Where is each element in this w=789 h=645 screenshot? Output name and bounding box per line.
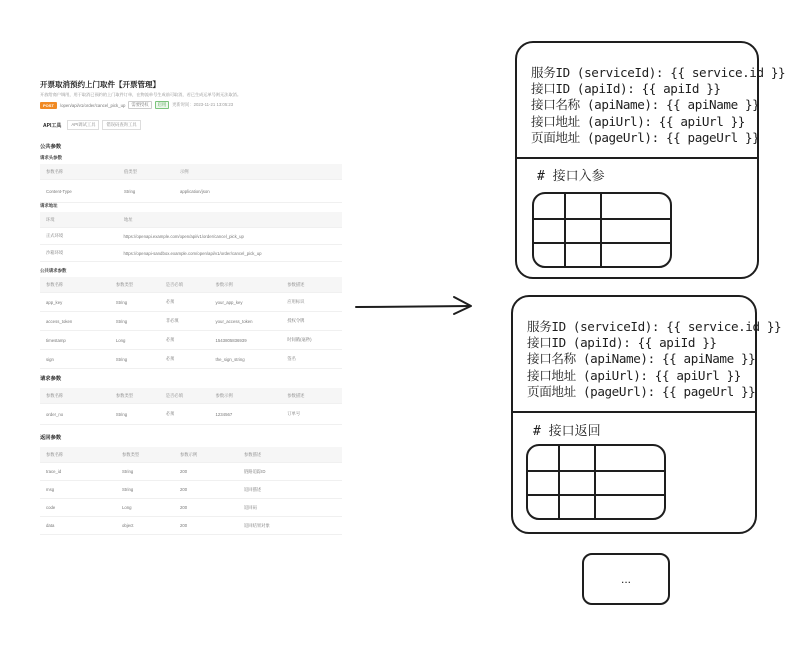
table-header-cell: 参数名称 xyxy=(46,392,64,398)
sketch-table xyxy=(531,191,675,271)
transform-arrow xyxy=(354,294,476,318)
table-header-cell: 参数名称 xyxy=(46,281,64,287)
api-name-line: 接口名称 (apiName): {{ apiName }} xyxy=(531,97,760,113)
table-cell: String xyxy=(122,469,134,474)
table-cell: code xyxy=(46,505,56,510)
table-cell: 必须 xyxy=(165,411,175,416)
table-header-cell: 是否必填 xyxy=(165,392,183,398)
table-cell: 200 xyxy=(180,523,188,528)
table-header-cell: 参数名称 xyxy=(46,168,64,174)
table-cell: 200 xyxy=(180,505,188,510)
api-url-line: 接口地址 (apiUrl): {{ apiUrl }} xyxy=(527,367,741,383)
api-name-line: 接口名称 (apiName): {{ apiName }} xyxy=(527,351,756,367)
table-cell: 订单号 xyxy=(287,411,301,416)
update-time: 更新时间：2023-11-21 13:05:23 xyxy=(172,102,234,107)
table-header-cell: 参数描述 xyxy=(287,281,305,287)
table-header-cell: 参数描述 xyxy=(244,451,262,457)
card-info xyxy=(527,319,781,400)
tab-error-code[interactable]: 错误码查询工具 xyxy=(102,120,140,130)
table-cell: 200 xyxy=(180,487,188,492)
method-badge: POST xyxy=(40,102,57,109)
request-params-table xyxy=(40,388,342,425)
ellipsis-label: ... xyxy=(620,572,631,586)
table-header-cell: 参数示例 xyxy=(215,392,233,398)
table-cell: order_no xyxy=(46,411,64,417)
table-header-cell: 参数示例 xyxy=(180,451,198,457)
table-cell: 必须 xyxy=(165,356,175,361)
table-cell: 签名 xyxy=(287,356,296,361)
common-params-table xyxy=(40,277,342,369)
table-header-cell: 参数描述 xyxy=(287,392,305,398)
table-cell: 必须 xyxy=(165,299,175,304)
table-cell: 授权令牌 xyxy=(287,318,305,323)
table-header-cell: 参数类型 xyxy=(122,451,140,457)
table-header-cell: 参数名称 xyxy=(46,451,64,457)
table-cell: 返回结果对象 xyxy=(244,522,270,528)
service-id-line: 服务ID (serviceId): {{ service.id }} xyxy=(531,65,786,80)
table-cell: 沙箱环境 xyxy=(46,250,64,255)
table-header-cell: 参数类型 xyxy=(115,392,134,398)
tab-api-tool[interactable]: API工具 xyxy=(43,122,62,129)
table-cell: app_key xyxy=(46,299,63,305)
table-cell: data xyxy=(46,523,55,528)
table-cell: trace_id xyxy=(46,469,62,474)
status-tag: 启用 xyxy=(155,101,170,109)
table-cell: String xyxy=(115,299,128,305)
table-header-cell: 参数类型 xyxy=(115,281,134,287)
table-cell: 返回码 xyxy=(244,504,257,510)
table-cell: String xyxy=(122,487,134,492)
table-cell: sign xyxy=(46,356,54,362)
table-cell: application/json xyxy=(180,188,210,194)
table-cell: 非必填 xyxy=(165,318,179,323)
table-cell: String xyxy=(115,318,128,324)
api-url-line: 接口地址 (apiUrl): {{ apiUrl }} xyxy=(531,113,745,129)
section-heading: # 接口返回 xyxy=(533,424,601,439)
table-cell: 应用标识 xyxy=(287,299,305,304)
table-header-cell: 示例 xyxy=(180,168,189,174)
service-id-line: 服务ID (serviceId): {{ service.id }} xyxy=(527,319,782,334)
section-heading: # 接口入参 xyxy=(537,169,605,184)
card-divider xyxy=(517,157,757,159)
header-section-title: 请求头参数 xyxy=(40,155,62,160)
table-header-cell: 环境 xyxy=(46,216,55,222)
more-card xyxy=(582,553,670,605)
table-cell: 正式环境 xyxy=(46,233,64,238)
card-divider xyxy=(513,411,755,413)
table-cell: 1543805836939 xyxy=(215,337,247,343)
api-id-line: 接口ID (apiId): {{ apiId }} xyxy=(527,335,717,351)
common-section-title: 公共请求参数 xyxy=(40,268,67,273)
table-cell: your_access_token xyxy=(215,318,253,324)
response-params-table xyxy=(40,447,342,535)
response-card xyxy=(511,295,782,534)
table-cell: 1234567 xyxy=(215,411,233,417)
table-cell: String xyxy=(115,411,128,417)
table-cell: 时间戳(毫秒) xyxy=(287,337,312,342)
doc-tabs xyxy=(40,120,141,130)
address-table xyxy=(40,212,342,262)
table-header-cell: 地址 xyxy=(124,216,133,222)
table-header-cell: 参数示例 xyxy=(215,281,233,287)
table-cell: your_app_key xyxy=(215,299,243,305)
table-cell: Long xyxy=(115,337,126,343)
request-card xyxy=(515,41,786,279)
table-cell[interactable]: https://openapi-sandbox.example.com/open/api/v1/order/cancel_pick_up xyxy=(123,250,262,256)
table-cell: object xyxy=(122,523,134,528)
table-cell: the_sign_string xyxy=(215,356,245,362)
page-url-line: 页面地址 (pageUrl): {{ pageUrl }} xyxy=(527,383,756,399)
api-id-line: 接口ID (apiId): {{ apiId }} xyxy=(531,81,721,97)
table-cell: 返回描述 xyxy=(244,486,262,492)
table-cell: timestamp xyxy=(46,337,66,343)
table-header-cell: 是否必填 xyxy=(165,281,183,287)
doc-meta xyxy=(40,101,233,109)
endpoint-path: /open/api/v1/order/cancel_pick_up xyxy=(59,102,126,108)
table-cell: 200 xyxy=(180,469,188,474)
address-section-title: 请求地址 xyxy=(40,203,58,208)
table-cell: String xyxy=(124,188,136,194)
table-header-cell: 值类型 xyxy=(124,168,137,174)
auth-tag: 需要授权 xyxy=(128,101,151,109)
header-params-table xyxy=(40,164,342,203)
page-url-line: 页面地址 (pageUrl): {{ pageUrl }} xyxy=(531,129,760,145)
table-cell: 链路追踪ID xyxy=(244,468,266,474)
sketch-table xyxy=(525,443,669,523)
table-cell: msg xyxy=(46,487,55,492)
doc-description: 开放给商户调用，用于取消已预约的上门取件订单，在物流单号生成前可取消，若已生成运单号则无法取消。 xyxy=(40,92,242,97)
table-cell: access_token xyxy=(46,318,73,324)
table-cell[interactable]: https://openapi.example.com/open/api/v1/order/cancel_pick_up xyxy=(123,233,244,239)
card-info xyxy=(531,65,785,146)
table-cell: Content-Type xyxy=(46,188,72,194)
table-cell: Long xyxy=(122,505,132,510)
tab-api-debug[interactable]: API调试工具 xyxy=(67,120,99,130)
table-cell: 必须 xyxy=(165,337,175,342)
response-params-heading: 返回参数 xyxy=(40,435,62,441)
table-cell: String xyxy=(115,356,128,362)
api-doc-screenshot xyxy=(38,76,344,532)
doc-title: 开票取消预约上门取件【开票管理】 xyxy=(40,80,160,89)
request-params-heading: 请求参数 xyxy=(40,376,62,382)
public-params-heading: 公共参数 xyxy=(40,144,62,150)
